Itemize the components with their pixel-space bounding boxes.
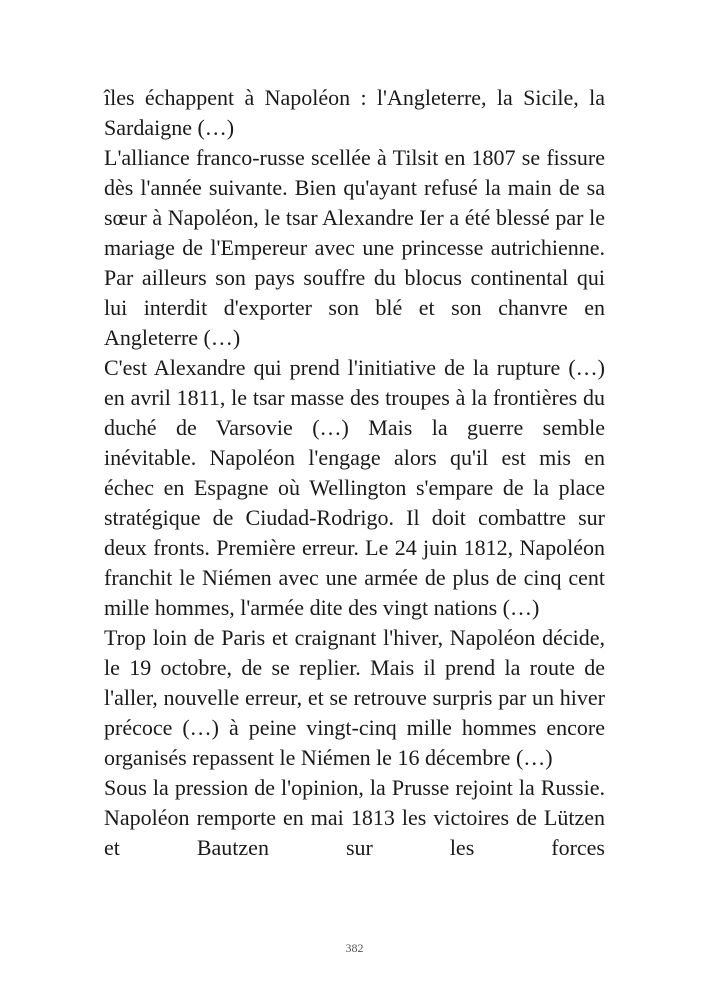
page-number: 382	[345, 941, 364, 955]
body-text	[104, 83, 605, 863]
paragraph: îles échappent à Napoléon : l'Angleterre, la Sicile, la Sardaigne (…)	[104, 85, 605, 140]
paragraph: Sous la pression de l'opinion, la Prusse rejoint la Russie. Napoléon remporte en mai 1813 les victoires de Lützen et Bautzen sur les forces	[104, 775, 605, 860]
paragraph: L'alliance franco-russe scellée à Tilsit en 1807 se fissure dès l'année suivante. Bien qu'ayant refusé la main de sa sœur à Napoléon, le tsar Alexandre Ier a été blessé par le mariage de l'Empereur avec une princesse autrichienne. Par ailleurs son pays souffre du blocus continental qui lui interdit d'exporter son blé et son chanvre en Angleterre (…)	[104, 145, 605, 350]
paragraph: Trop loin de Paris et craignant l'hiver, Napoléon décide, le 19 octobre, de se replier. Mais il prend la route de l'aller, nouvelle erreur, et se retrouve surpris par un hiver précoce (…) à peine vingt-cinq mille hommes encore organisés repassent le Niémen le 16 décembre (…)	[104, 625, 605, 770]
paragraph: C'est Alexandre qui prend l'initiative de la rupture (…) en avril 1811, le tsar masse des troupes à la frontières du duché de Varsovie (…) Mais la guerre semble inévitable. Napoléon l'engage alors qu'il est mis en échec en Espagne où Wellington s'empare de la place stratégique de Ciudad-Rodrigo. Il doit combattre sur deux fronts. Première erreur. Le 24 juin 1812, Napoléon franchit le Niémen avec une armée de plus de cinq cent mille hommes, l'armée dite des vingt nations (…)	[104, 355, 605, 620]
